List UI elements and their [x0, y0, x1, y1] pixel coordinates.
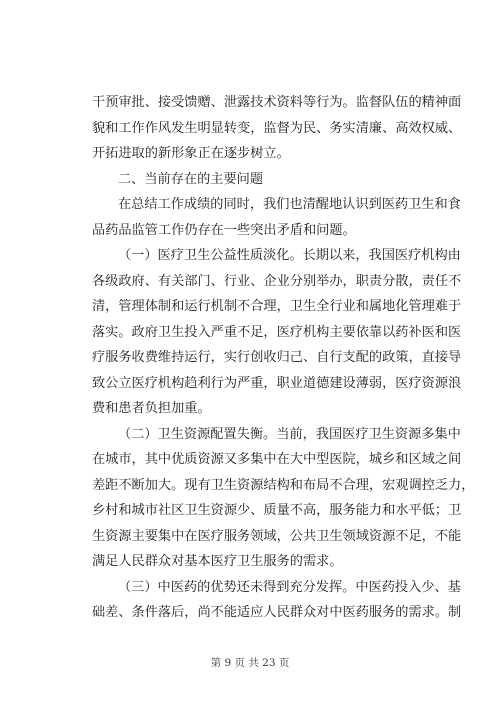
text-line: 费和患者负担加重。	[92, 401, 211, 416]
text-line: （二）卫生资源配置失衡。当前，我国医疗卫生资源多集中	[118, 426, 461, 442]
document-body	[92, 90, 475, 626]
para-supervision-conduct	[92, 90, 462, 167]
text-line: 貌和工作作风发生明显转变，监督为民、务实清廉、高效权威、	[92, 120, 462, 136]
text-line: 清，管理体制和运行机制不合理，卫生全行业和属地化管理难于	[92, 299, 462, 314]
text-line: 差距不断加大。现有卫生资源结构和布局不合理，宏观调控乏力，	[92, 477, 475, 493]
heading-main-problems	[92, 167, 422, 193]
text-line: 疗服务收费维持运行，实行创收归己、自行支配的政策，直接导	[92, 350, 462, 365]
text-line: 在城市，其中优质资源又多集中在大中型医院，城乡和区域之间	[92, 452, 462, 467]
text-line: 干预审批、接受馈赠、泄露技术资料等行为。监督队伍的精神面	[92, 95, 462, 110]
para-problem-2	[92, 422, 475, 575]
text-line: 致公立医疗机构趋利行为严重，职业道德建设薄弱，医疗资源浪	[92, 375, 462, 391]
text-line: （三）中医药的优势还未得到充分发挥。中医药投入少、基	[118, 579, 461, 595]
para-problem-1	[92, 243, 462, 422]
text-line: 础差、条件落后，尚不能适应人民群众对中医药服务的需求。制	[92, 605, 462, 620]
text-line: 在总结工作成绩的同时，我们也清醒地认识到医药卫生和食	[118, 197, 461, 212]
text-line: （一）医疗卫生公益性质淡化。长期以来，我国医疗机构由	[118, 248, 461, 263]
text-line: 生资源主要集中在医疗服务领域，公共卫生领域资源不足，不能	[92, 528, 462, 544]
text-line: 开拓进取的新形象正在逐步树立。	[92, 146, 290, 161]
text-line: 落实。政府卫生投入严重不足，医疗机构主要依靠以药补医和医	[92, 324, 462, 340]
text-line: 满足人民群众对基本医疗卫生服务的需求。	[92, 554, 343, 569]
text-line: 各级政府、有关部门、行业、企业分别举办，职责分散，责任不	[92, 273, 462, 289]
page-number-footer: 第 9 页 共 23 页	[210, 657, 290, 669]
text-line: 二、当前存在的主要问题	[118, 171, 264, 187]
text-line: 品药品监管工作仍存在一些突出矛盾和问题。	[92, 222, 356, 238]
para-problem-3	[92, 575, 462, 626]
para-intro-problems	[92, 192, 461, 243]
text-line: 乡村和城市社区卫生资源少、质量不高，服务能力和水平低；卫	[92, 503, 462, 518]
